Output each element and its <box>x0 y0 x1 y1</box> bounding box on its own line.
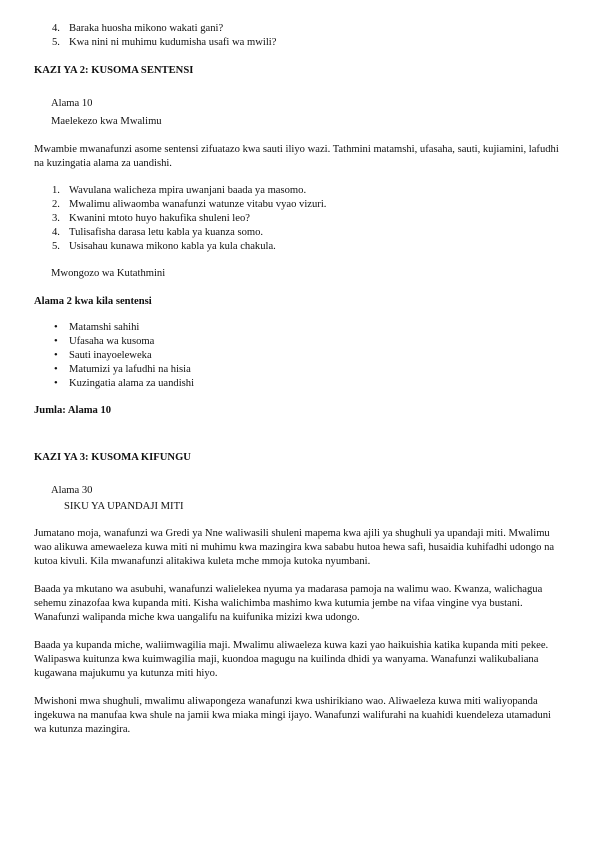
list-item: 1. Wavulana walicheza mpira uwanjani baada ya masomo. <box>52 185 307 196</box>
task2-heading: KAZI YA 2: KUSOMA SENTENSI <box>34 65 194 76</box>
sentence-list <box>34 184 564 254</box>
marks-per-sentence-heading: Alama 2 kwa kila sentensi <box>34 296 152 307</box>
bullet-icon: • <box>54 336 58 347</box>
passage-paragraph: Baada ya kupanda miche, waliimwagilia maji. Mwalimu aliwaeleza kuwa kazi yao haikuishia katika kupanda miti pekee. Walipaswa kuitunza kwa kuimwagilia maji, kuondoa magugu na kuilinda dhidi ya wanyama. Wanafunzi walikubaliana kugawana majukumu ya kutunza miti hiyo. <box>34 640 549 679</box>
list-item: • Kuzingatia alama za uandishi <box>54 378 195 389</box>
passage-paragraph: Jumatano moja, wanafunzi wa Gredi ya Nne waliwasili shuleni mapema kwa ajili ya shughuli ya upandaji miti. Mwalimu wao alikuwa amewaeleza kuwa miti ni muhimu kwa mazingira kwa sababu hutoa hewa safi, husaidia kuhifadhi udongo na kutoa kivuli. Kila mwanafunzi alitakiwa kuleta mche mmoja kutoka nyumbani. <box>34 528 555 567</box>
total-marks: Jumla: Alama 10 <box>34 405 112 416</box>
instruction-paragraph: Mwambie mwanafunzi asome sentensi zifuatazo kwa sauti iliyo wazi. Tathmini matamshi, ufasaha, sauti, kujiamini, lafudhi na kuzingatia alama za uandishi. <box>34 144 559 169</box>
list-item: • Matamshi sahihi <box>54 322 140 333</box>
question-list-continued <box>34 22 564 50</box>
list-item: • Matumizi ya lafudhi na hisia <box>54 364 191 375</box>
criteria-list <box>34 321 564 391</box>
list-item: 3. Kwanini mtoto huyo hakufika shuleni leo? <box>52 213 250 224</box>
bullet-icon: • <box>54 364 58 375</box>
list-item: 4. Baraka huosha mikono wakati gani? <box>52 23 224 34</box>
list-item: 5. Usisahau kunawa mikono kabla ya kula chakula. <box>52 241 276 252</box>
list-item: 2. Mwalimu aliwaomba wanafunzi watunze vitabu vyao vizuri. <box>52 199 327 210</box>
task3-marks: Alama 30 <box>51 485 93 496</box>
document-page <box>34 22 564 737</box>
task3-heading: KAZI YA 3: KUSOMA KIFUNGU <box>34 452 191 463</box>
teacher-instructions-label: Maelekezo kwa Mwalimu <box>51 116 162 127</box>
bullet-icon: • <box>54 378 58 389</box>
task2-marks: Alama 10 <box>51 98 93 109</box>
bullet-icon: • <box>54 322 58 333</box>
passage-paragraph: Mwishoni mwa shughuli, mwalimu aliwapongeza wanafunzi kwa ushirikiano wao. Aliwaeleza kuwa miti waliyopanda ingekuwa na manufaa kwa shule na jamii kwa miaka mingi ijayo. Wanafunzi walifurahi na kuahidi kuendeleza utamaduni wa kutunza mazingira. <box>34 696 551 735</box>
assessment-guide-label: Mwongozo wa Kutathmini <box>51 268 166 279</box>
passage-title: SIKU YA UPANDAJI MITI <box>64 501 184 512</box>
list-item: 4. Tulisafisha darasa letu kabla ya kuanza somo. <box>52 227 264 238</box>
list-item: • Ufasaha wa kusoma <box>54 336 155 347</box>
bullet-icon: • <box>54 350 58 361</box>
list-item: • Sauti inayoeleweka <box>54 350 152 361</box>
list-item: 5. Kwa nini ni muhimu kudumisha usafi wa mwili? <box>52 37 277 48</box>
passage-paragraph: Baada ya mkutano wa asubuhi, wanafunzi walielekea nyuma ya madarasa pamoja na walimu wao. Kwanza, walichagua sehemu zinazofaa kwa kupanda miti. Kisha walichimba mashimo kwa kutumia jembe na vifaa vingine vya bustani. Wanafunzi walipanda miche kwa uangalifu na kuifunika mizizi kwa udongo. <box>34 584 543 623</box>
